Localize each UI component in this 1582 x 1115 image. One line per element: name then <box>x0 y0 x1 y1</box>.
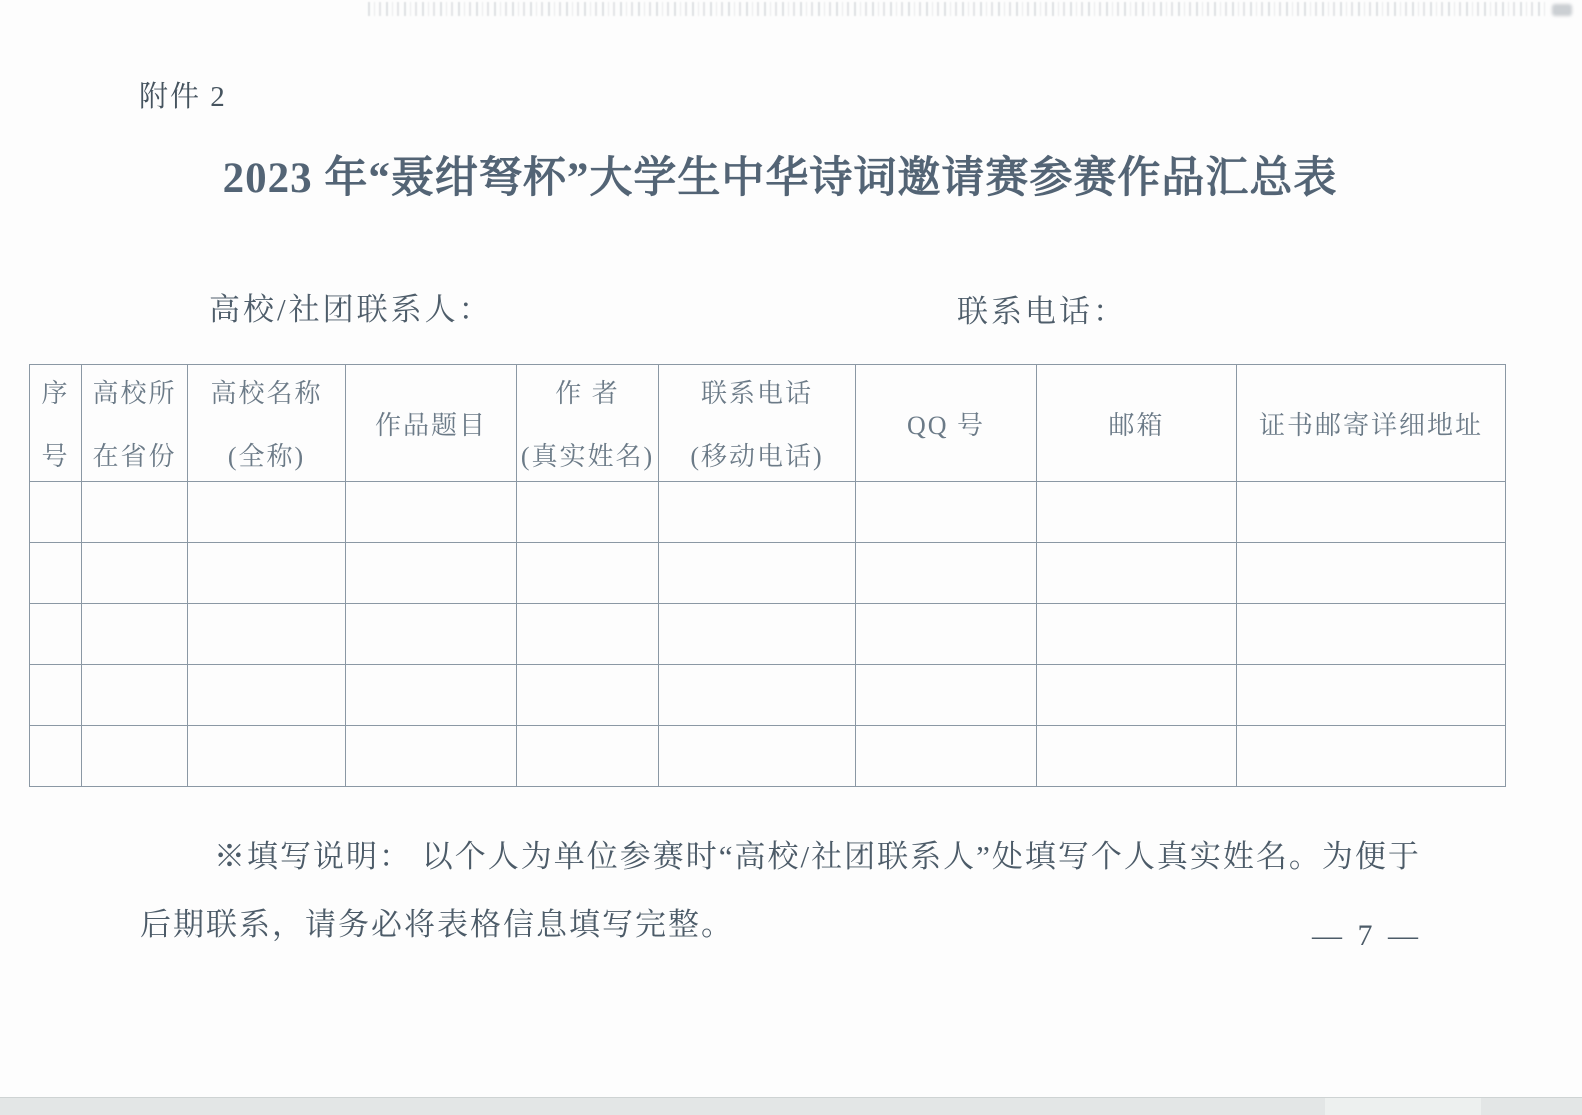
table-cell <box>82 482 188 543</box>
col-header-mobile-phone: 联系电话 (移动电话) <box>659 365 856 482</box>
table-cell <box>188 604 346 665</box>
contact-phone-label: 联系电话： <box>957 294 1127 329</box>
table-cell <box>30 726 82 787</box>
table-cell <box>1037 482 1237 543</box>
contact-person-label: 高校/社团联系人： <box>209 292 493 327</box>
table-cell <box>856 604 1037 665</box>
col-header-province: 高校所 在省份 <box>82 365 188 482</box>
table-cell <box>659 604 856 665</box>
table-cell <box>188 726 346 787</box>
fill-instructions-line-1: ※填写说明： 以个人为单位参赛时“高校/社团联系人”处填写个人真实姓名。为便于 <box>214 839 1421 874</box>
table-cell <box>346 604 517 665</box>
table-cell <box>517 665 659 726</box>
scan-noise-mark <box>1552 4 1572 16</box>
table-cell <box>188 665 346 726</box>
table-cell <box>30 482 82 543</box>
table-cell <box>517 543 659 604</box>
table-header-row <box>30 365 1506 482</box>
table-cell <box>82 726 188 787</box>
scan-noise-artifact <box>368 2 1548 16</box>
table-cell <box>1237 726 1506 787</box>
col-header-qq-number: QQ 号 <box>856 365 1037 482</box>
table-cell <box>517 726 659 787</box>
entry-summary-table <box>29 364 1506 787</box>
table-cell <box>517 482 659 543</box>
table-cell <box>346 482 517 543</box>
table-cell <box>346 726 517 787</box>
table-cell <box>82 543 188 604</box>
table-cell <box>659 726 856 787</box>
col-header-work-title: 作品题目 <box>346 365 517 482</box>
table-cell <box>856 665 1037 726</box>
table-cell <box>856 543 1037 604</box>
table-cell <box>1237 482 1506 543</box>
table-cell <box>517 604 659 665</box>
col-header-email: 邮箱 <box>1037 365 1237 482</box>
table-cell <box>856 726 1037 787</box>
table-cell <box>82 604 188 665</box>
table-cell <box>346 543 517 604</box>
table-cell <box>346 665 517 726</box>
table-cell <box>188 543 346 604</box>
scan-edge-strip-light <box>1325 1098 1481 1115</box>
table-row <box>30 726 1506 787</box>
table-cell <box>659 543 856 604</box>
page-number: — 7 — <box>1312 919 1422 952</box>
table-cell <box>1037 665 1237 726</box>
fill-instructions-line-2: 后期联系，请务必将表格信息填写完整。 <box>140 907 734 942</box>
table-cell <box>1037 604 1237 665</box>
table-cell <box>1237 665 1506 726</box>
table-cell <box>82 665 188 726</box>
table-cell <box>659 482 856 543</box>
table-cell <box>1037 543 1237 604</box>
table-cell <box>188 482 346 543</box>
table-cell <box>1037 726 1237 787</box>
col-header-author: 作 者 (真实姓名) <box>517 365 659 482</box>
table-cell <box>30 665 82 726</box>
document-title: 2023 年“聂绀弩杯”大学生中华诗词邀请赛参赛作品汇总表 <box>222 155 1338 202</box>
col-header-mailing-address: 证书邮寄详细地址 <box>1237 365 1506 482</box>
col-header-serial-number: 序 号 <box>30 365 82 482</box>
col-header-university-name: 高校名称 (全称) <box>188 365 346 482</box>
table-row <box>30 543 1506 604</box>
table-cell <box>30 604 82 665</box>
attachment-label: 附件 2 <box>139 81 227 113</box>
table-body <box>30 482 1506 787</box>
table-cell <box>659 665 856 726</box>
table-cell <box>856 482 1037 543</box>
table-row <box>30 665 1506 726</box>
table-cell <box>30 543 82 604</box>
table-row <box>30 604 1506 665</box>
table-cell <box>1237 604 1506 665</box>
table-row <box>30 482 1506 543</box>
table-cell <box>1237 543 1506 604</box>
